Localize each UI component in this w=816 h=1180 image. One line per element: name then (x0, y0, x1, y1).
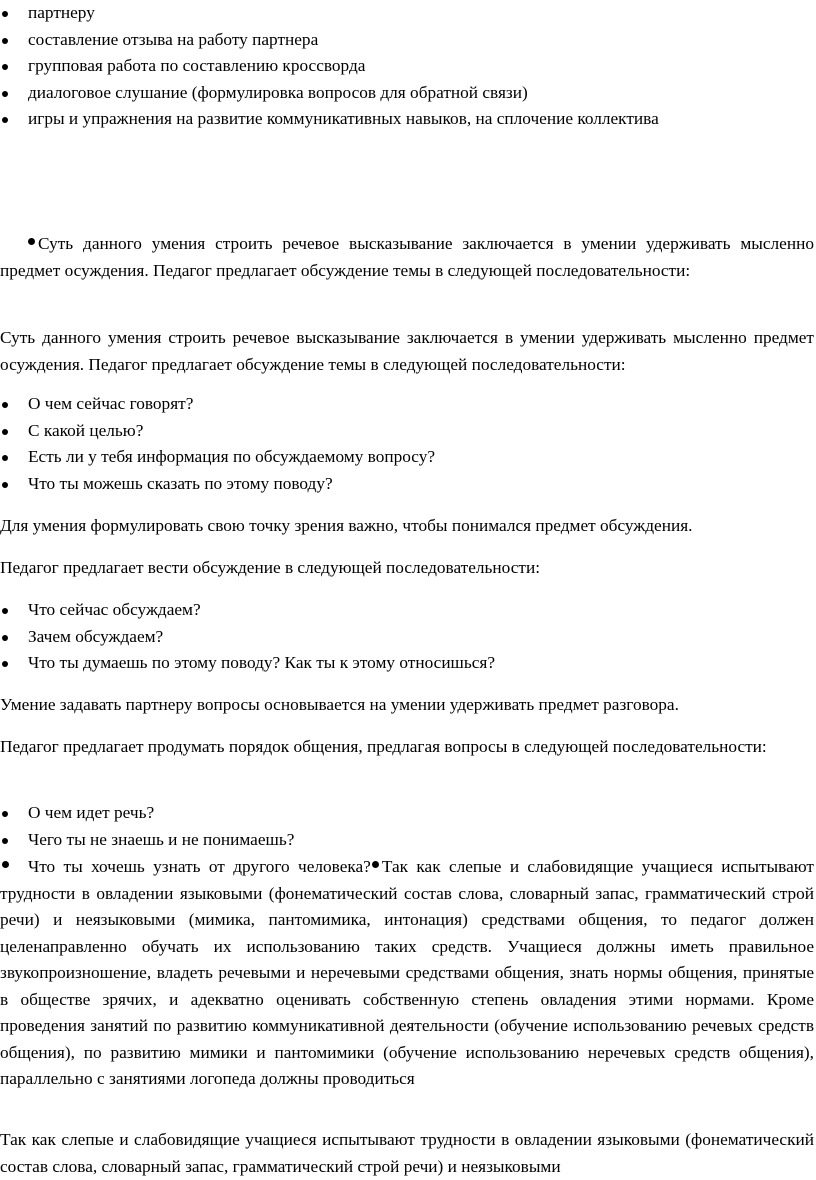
bullet-icon (372, 861, 379, 868)
list-item: С какой целью? (0, 418, 814, 445)
bullet-icon (28, 238, 35, 245)
list-item: диалоговое слушание (формулировка вопросов для обратной связи) (0, 80, 814, 107)
paragraph-questions: Умение задавать партнеру вопросы основывается на умении удерживать предмет разговора. (0, 695, 679, 714)
list-item: игры и упражнения на развитие коммуникативных навыков, на сплочение коллектива (0, 106, 814, 133)
paragraph-blind-students (0, 854, 814, 1093)
list-item: Чего ты не знаешь и не понимаешь? (0, 827, 814, 854)
paragraph-viewpoint: Для умения формулировать свою точку зрения важно, чтобы понимался предмет обсуждения. (0, 516, 693, 535)
paragraph-order: Педагог предлагает продумать порядок общения, предлагая вопросы в следующей последовательности: (0, 737, 767, 756)
paragraph-text: Суть данного умения строить речевое высказывание заключается в умении удерживать мысленно предмет осуждения. Педагог предлагает обсуждение темы в следующей последовательности: (0, 234, 814, 280)
list-item: О чем сейчас говорят? (0, 391, 814, 418)
bullet-icon (2, 861, 9, 868)
list-item: партнеру (0, 0, 814, 27)
list-item-last-question: Что ты хочешь узнать от другого человека? (28, 857, 371, 876)
list-item: Есть ли у тебя информация по обсуждаемому вопросу? (0, 444, 814, 471)
list-item: Что ты можешь сказать по этому поводу? (0, 471, 814, 498)
activity-list (0, 0, 814, 133)
list-item: Что ты думаешь по этому поводу? Как ты к этому относишься? (0, 650, 814, 677)
question-list-2 (0, 597, 814, 677)
paragraph-repeated: Так как слепые и слабовидящие учащиеся испытывают трудности в овладении языковыми (фонематический состав слова, словарный запас, грамматический строй речи) и неязыковыми (0, 1130, 814, 1176)
list-item: Зачем обсуждаем? (0, 624, 814, 651)
paragraph-discussion: Педагог предлагает вести обсуждение в следующей последовательности: (0, 558, 541, 577)
list-item: О чем идет речь? (0, 800, 814, 827)
question-list-1 (0, 391, 814, 497)
paragraph-text: Так как слепые и слабовидящие учащиеся испытывают трудности в овладении языковыми (фонематический состав слова, словарный запас, грамматический строй речи) и неязыковыми (мимика, пантомимика, интонация) средствами общения, то педагог должен целенаправленно обучать их использованию таких средств. Учащиеся должны иметь правильное звукопроизношение, владеть речевыми и неречевыми средствами общения, знать нормы общения, принятые в обществе зрячих, и адекватно оценивать собственную степень овладения этими нормами. Кроме проведения занятий по развитию коммуникативной деятельности (обучение использованию речевых средств общения), по развитию мимики и пантомимики (обучение использованию неречевых средств общения), параллельно с занятиями логопеда должны проводиться (0, 857, 814, 1088)
list-item: групповая работа по составлению кроссворда (0, 53, 814, 80)
paragraph-bulleted-intro (0, 231, 814, 284)
list-item: составление отзыва на работу партнера (0, 27, 814, 54)
question-list-3 (0, 800, 814, 853)
list-item: Что сейчас обсуждаем? (0, 597, 814, 624)
paragraph-intro: Суть данного умения строить речевое высказывание заключается в умении удерживать мысленно предмет осуждения. Педагог предлагает обсуждение темы в следующей последовательности: (0, 328, 814, 374)
